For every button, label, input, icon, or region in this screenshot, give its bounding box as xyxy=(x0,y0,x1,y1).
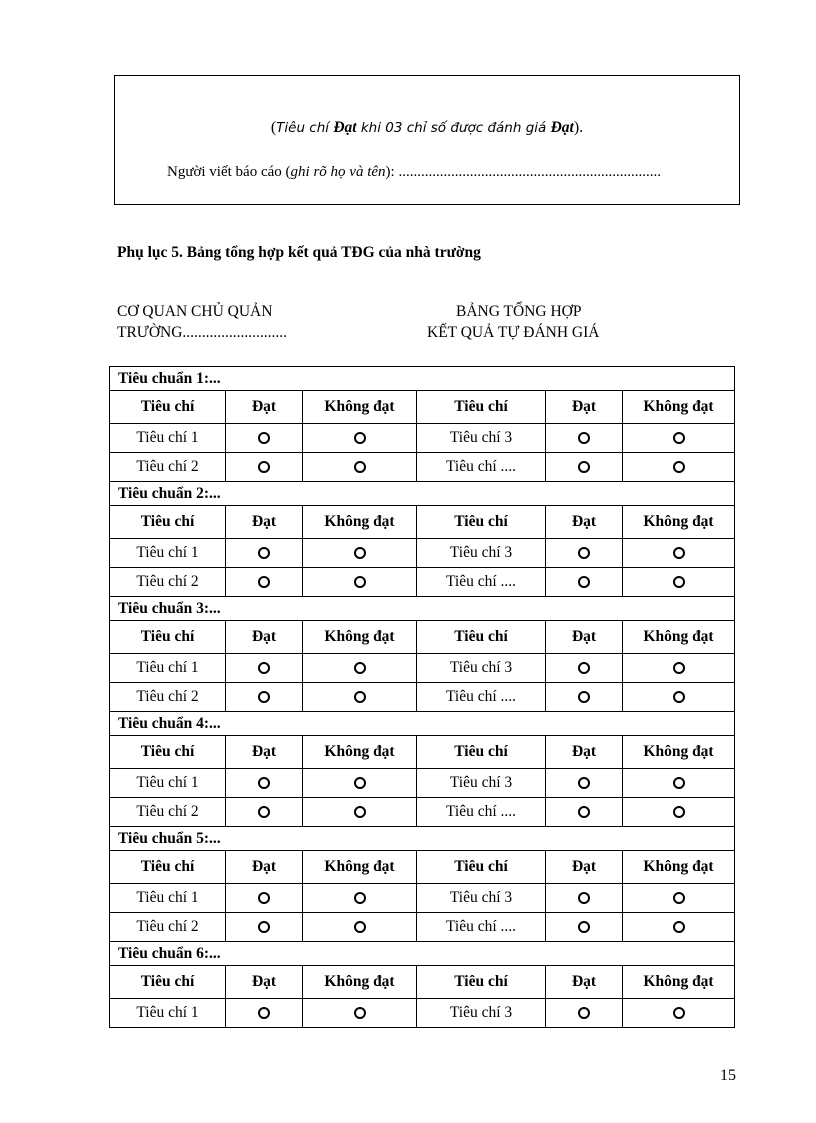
criterion-label: Tiêu chí 2 xyxy=(110,453,226,482)
column-header: Đạt xyxy=(546,736,623,769)
fail-option-cell[interactable] xyxy=(623,913,735,942)
fail-option-cell[interactable] xyxy=(303,913,417,942)
pass-radio-icon[interactable] xyxy=(258,806,270,818)
fail-option-cell[interactable] xyxy=(303,539,417,568)
column-header: Tiêu chí xyxy=(417,966,546,999)
standard-label: Tiêu chuẩn 5:... xyxy=(110,827,735,851)
fail-radio-icon[interactable] xyxy=(354,432,366,444)
fail-option-cell[interactable] xyxy=(303,568,417,597)
column-header: Không đạt xyxy=(623,621,735,654)
criteria-note-box xyxy=(114,75,740,205)
report-writer-line: Người viết báo cáo (ghi rõ họ và tên): ...................................................................... xyxy=(167,164,661,180)
standard-row xyxy=(110,712,735,736)
fail-radio-icon[interactable] xyxy=(354,691,366,703)
criterion-label: Tiêu chí 1 xyxy=(110,884,226,913)
fail-radio-icon[interactable] xyxy=(673,892,685,904)
fail-option-cell[interactable] xyxy=(623,884,735,913)
fail-radio-icon[interactable] xyxy=(354,547,366,559)
criterion-label: Tiêu chí 2 xyxy=(110,683,226,712)
standard-label: Tiêu chuẩn 3:... xyxy=(110,597,735,621)
pass-radio-icon[interactable] xyxy=(578,1007,590,1019)
summary-table xyxy=(109,366,735,1028)
pass-radio-icon[interactable] xyxy=(578,691,590,703)
header-row xyxy=(110,506,735,539)
criterion-row xyxy=(110,769,735,798)
pass-radio-icon[interactable] xyxy=(578,547,590,559)
fail-radio-icon[interactable] xyxy=(673,547,685,559)
fail-option-cell[interactable] xyxy=(623,683,735,712)
criterion-row xyxy=(110,654,735,683)
pass-option-cell[interactable] xyxy=(546,683,623,712)
criterion-label: Tiêu chí .... xyxy=(417,568,546,597)
fail-radio-icon[interactable] xyxy=(673,777,685,789)
fail-option-cell[interactable] xyxy=(303,769,417,798)
criterion-label: Tiêu chí 3 xyxy=(417,769,546,798)
fail-option-cell[interactable] xyxy=(623,798,735,827)
fail-radio-icon[interactable] xyxy=(673,432,685,444)
column-header: Đạt xyxy=(226,736,303,769)
column-header: Tiêu chí xyxy=(110,851,226,884)
column-header: Đạt xyxy=(546,966,623,999)
pass-option-cell[interactable] xyxy=(546,769,623,798)
fail-option-cell[interactable] xyxy=(303,884,417,913)
column-header: Không đạt xyxy=(623,736,735,769)
column-header: Tiêu chí xyxy=(417,621,546,654)
pass-option-cell[interactable] xyxy=(226,999,303,1028)
pass-option-cell[interactable] xyxy=(546,884,623,913)
pass-radio-icon[interactable] xyxy=(578,806,590,818)
column-header: Không đạt xyxy=(303,391,417,424)
criterion-label: Tiêu chí .... xyxy=(417,798,546,827)
fail-option-cell[interactable] xyxy=(623,999,735,1028)
criterion-label: Tiêu chí 3 xyxy=(417,654,546,683)
column-header: Đạt xyxy=(546,506,623,539)
column-header: Tiêu chí xyxy=(110,391,226,424)
criterion-row xyxy=(110,683,735,712)
header-row xyxy=(110,966,735,999)
criterion-row xyxy=(110,568,735,597)
standard-label: Tiêu chuẩn 4:... xyxy=(110,712,735,736)
criterion-label: Tiêu chí .... xyxy=(417,913,546,942)
criterion-row xyxy=(110,798,735,827)
pass-option-cell[interactable] xyxy=(546,539,623,568)
criterion-row xyxy=(110,539,735,568)
fail-radio-icon[interactable] xyxy=(354,892,366,904)
fail-option-cell[interactable] xyxy=(303,683,417,712)
pass-option-cell[interactable] xyxy=(226,453,303,482)
column-header: Không đạt xyxy=(303,506,417,539)
header-row xyxy=(110,621,735,654)
standard-row xyxy=(110,367,735,391)
pass-radio-icon[interactable] xyxy=(258,662,270,674)
pass-radio-icon[interactable] xyxy=(578,432,590,444)
criteria-note: (Tiêu chí Đạt khi 03 chỉ số được đánh giá Đạt). xyxy=(270,119,584,136)
fail-radio-icon[interactable] xyxy=(354,777,366,789)
fail-radio-icon[interactable] xyxy=(673,461,685,473)
column-header: Đạt xyxy=(226,506,303,539)
column-header: Đạt xyxy=(226,851,303,884)
fail-option-cell[interactable] xyxy=(303,424,417,453)
criterion-label: Tiêu chí 2 xyxy=(110,568,226,597)
criterion-label: Tiêu chí 3 xyxy=(417,999,546,1028)
column-header: Tiêu chí xyxy=(417,506,546,539)
fail-radio-icon[interactable] xyxy=(354,576,366,588)
pass-radio-icon[interactable] xyxy=(258,892,270,904)
pass-radio-icon[interactable] xyxy=(258,461,270,473)
header-row xyxy=(110,736,735,769)
pass-radio-icon[interactable] xyxy=(578,777,590,789)
pass-option-cell[interactable] xyxy=(226,913,303,942)
criterion-row xyxy=(110,884,735,913)
fail-radio-icon[interactable] xyxy=(673,921,685,933)
fail-radio-icon[interactable] xyxy=(354,461,366,473)
criterion-label: Tiêu chí 2 xyxy=(110,913,226,942)
column-header: Đạt xyxy=(226,391,303,424)
fail-option-cell[interactable] xyxy=(303,453,417,482)
governing-agency: CƠ QUAN CHỦ QUẢN xyxy=(117,303,273,320)
fail-option-cell[interactable] xyxy=(623,453,735,482)
column-header: Tiêu chí xyxy=(110,621,226,654)
header-row xyxy=(110,851,735,884)
fail-radio-icon[interactable] xyxy=(673,662,685,674)
column-header: Đạt xyxy=(546,621,623,654)
pass-radio-icon[interactable] xyxy=(578,892,590,904)
column-header: Tiêu chí xyxy=(110,966,226,999)
fail-option-cell[interactable] xyxy=(623,539,735,568)
pass-option-cell[interactable] xyxy=(546,424,623,453)
column-header: Tiêu chí xyxy=(417,391,546,424)
standard-row xyxy=(110,942,735,966)
column-header: Không đạt xyxy=(303,851,417,884)
criterion-label: Tiêu chí 1 xyxy=(110,769,226,798)
column-header: Tiêu chí xyxy=(417,736,546,769)
fail-option-cell[interactable] xyxy=(303,999,417,1028)
column-header: Tiêu chí xyxy=(110,736,226,769)
pass-option-cell[interactable] xyxy=(546,913,623,942)
summary-title-line2: KẾT QUẢ TỰ ĐÁNH GIÁ xyxy=(427,324,600,341)
pass-option-cell[interactable] xyxy=(546,453,623,482)
pass-option-cell[interactable] xyxy=(226,568,303,597)
standard-label: Tiêu chuẩn 2:... xyxy=(110,482,735,506)
column-header: Không đạt xyxy=(623,391,735,424)
pass-radio-icon[interactable] xyxy=(258,547,270,559)
criterion-row xyxy=(110,453,735,482)
criterion-row xyxy=(110,424,735,453)
column-header: Tiêu chí xyxy=(110,506,226,539)
criterion-label: Tiêu chí 1 xyxy=(110,999,226,1028)
standard-label: Tiêu chuẩn 6:... xyxy=(110,942,735,966)
pass-option-cell[interactable] xyxy=(546,654,623,683)
criterion-label: Tiêu chí 3 xyxy=(417,539,546,568)
fail-radio-icon[interactable] xyxy=(354,806,366,818)
pass-option-cell[interactable] xyxy=(226,654,303,683)
fail-option-cell[interactable] xyxy=(303,798,417,827)
pass-radio-icon[interactable] xyxy=(258,921,270,933)
column-header: Không đạt xyxy=(623,506,735,539)
standard-label: Tiêu chuẩn 1:... xyxy=(110,367,735,391)
pass-radio-icon[interactable] xyxy=(258,777,270,789)
fail-option-cell[interactable] xyxy=(623,424,735,453)
fail-radio-icon[interactable] xyxy=(673,806,685,818)
criterion-label: Tiêu chí .... xyxy=(417,453,546,482)
fail-radio-icon[interactable] xyxy=(354,921,366,933)
criterion-label: Tiêu chí .... xyxy=(417,683,546,712)
pass-radio-icon[interactable] xyxy=(258,432,270,444)
fail-option-cell[interactable] xyxy=(303,654,417,683)
pass-radio-icon[interactable] xyxy=(258,576,270,588)
criterion-label: Tiêu chí 2 xyxy=(110,798,226,827)
pass-option-cell[interactable] xyxy=(546,798,623,827)
pass-option-cell[interactable] xyxy=(546,999,623,1028)
criterion-row xyxy=(110,913,735,942)
criterion-label: Tiêu chí 1 xyxy=(110,424,226,453)
column-header: Đạt xyxy=(546,851,623,884)
pass-radio-icon[interactable] xyxy=(578,576,590,588)
pass-option-cell[interactable] xyxy=(226,424,303,453)
standard-row xyxy=(110,482,735,506)
column-header: Không đạt xyxy=(623,966,735,999)
pass-radio-icon[interactable] xyxy=(578,921,590,933)
fail-option-cell[interactable] xyxy=(623,654,735,683)
appendix-heading: Phụ lục 5. Bảng tổng hợp kết quả TĐG của nhà trường xyxy=(117,244,481,261)
header-row xyxy=(110,391,735,424)
fail-radio-icon[interactable] xyxy=(673,1007,685,1019)
pass-option-cell[interactable] xyxy=(226,539,303,568)
fail-radio-icon[interactable] xyxy=(673,691,685,703)
column-header: Không đạt xyxy=(303,736,417,769)
fail-radio-icon[interactable] xyxy=(354,1007,366,1019)
column-header: Tiêu chí xyxy=(417,851,546,884)
pass-option-cell[interactable] xyxy=(226,683,303,712)
standard-row xyxy=(110,597,735,621)
pass-option-cell[interactable] xyxy=(226,769,303,798)
pass-radio-icon[interactable] xyxy=(578,662,590,674)
pass-option-cell[interactable] xyxy=(226,884,303,913)
column-header: Không đạt xyxy=(623,851,735,884)
fail-option-cell[interactable] xyxy=(623,568,735,597)
criterion-label: Tiêu chí 3 xyxy=(417,424,546,453)
criterion-label: Tiêu chí 1 xyxy=(110,654,226,683)
pass-radio-icon[interactable] xyxy=(578,461,590,473)
page-number: 15 xyxy=(720,1067,736,1084)
column-header: Không đạt xyxy=(303,621,417,654)
criterion-label: Tiêu chí 1 xyxy=(110,539,226,568)
column-header: Không đạt xyxy=(303,966,417,999)
column-header: Đạt xyxy=(226,966,303,999)
criterion-row xyxy=(110,999,735,1028)
pass-option-cell[interactable] xyxy=(546,568,623,597)
column-header: Đạt xyxy=(226,621,303,654)
column-header: Đạt xyxy=(546,391,623,424)
pass-radio-icon[interactable] xyxy=(258,1007,270,1019)
standard-row xyxy=(110,827,735,851)
pass-option-cell[interactable] xyxy=(226,798,303,827)
summary-title-line1: BẢNG TỔNG HỢP xyxy=(456,303,582,320)
pass-radio-icon[interactable] xyxy=(258,691,270,703)
fail-radio-icon[interactable] xyxy=(673,576,685,588)
school-name: TRƯỜNG........................... xyxy=(117,324,288,341)
fail-radio-icon[interactable] xyxy=(354,662,366,674)
fail-option-cell[interactable] xyxy=(623,769,735,798)
criterion-label: Tiêu chí 3 xyxy=(417,884,546,913)
